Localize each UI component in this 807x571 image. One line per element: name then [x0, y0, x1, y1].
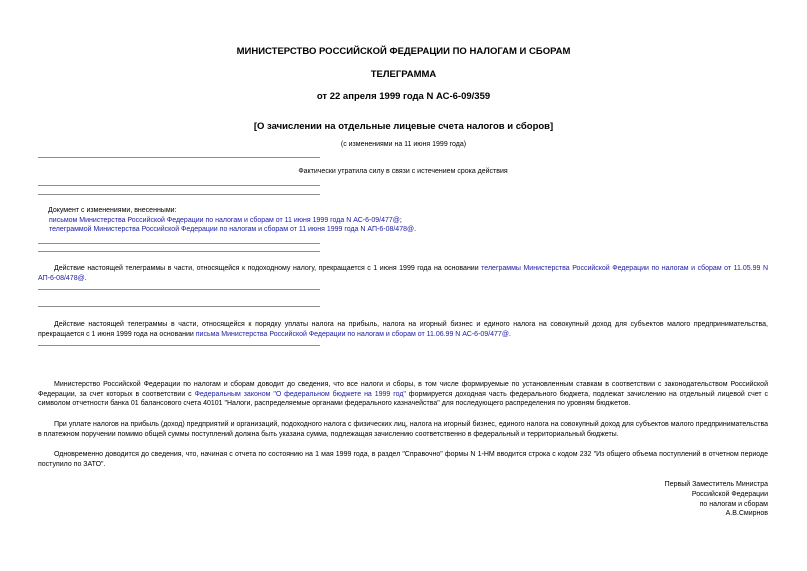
status-note: Фактически утратила силу в связи с истечением срока действия — [298, 168, 508, 175]
note-link[interactable]: телеграммы Министерства Российской Федерации по налогам и сборам от 11.05.99 N АП-6-08/478@ — [38, 265, 768, 282]
divider — [38, 306, 320, 307]
body-paragraph — [38, 380, 768, 409]
body-paragraph: При уплате налогов на прибыль (доход) предприятий и организаций, подоходного налога с физических лиц, налога на игорный бизнес, единого налога на совокупный доход для субъектов малого предпринимательства в платежном поручении помимо общей суммы поступлений должна быть указана сумма, подлежащая зачислению соответственно в федеральный и территориальный бюджеты. — [38, 421, 768, 438]
note-paragraph — [38, 320, 768, 339]
divider — [38, 185, 320, 186]
signature-line: по налогам и сборам — [699, 500, 768, 508]
signature-block — [665, 480, 768, 519]
body-paragraph: Одновременно доводится до сведения, что, начиная с отчета по состоянию на 1 мая 1999 года, в раздел "Справочно" формы N 1-НМ вводится строка с кодом 232 "Из общего объема поступлений в отчетном периоде поступило по ЗАТО". — [38, 451, 768, 468]
note-end: . — [84, 274, 87, 282]
date-number-heading: от 22 апреля 1999 года N АС-6-09/359 — [316, 91, 491, 102]
changes-list — [48, 206, 416, 235]
body-text: Министерство Российской Федерации по налогам и сборам доводит до сведения, что все налоги и сборы, в том числе формируемые по установленным ставкам в соответствии с законодательством Российской Федерации, за счет которых в соответствии с — [38, 381, 768, 398]
separator: . — [414, 226, 417, 233]
divider — [38, 345, 320, 346]
ministry-heading: МИНИСТЕРСТВО РОССИЙСКОЙ ФЕДЕРАЦИИ ПО НАЛОГАМ И СБОРАМ — [236, 46, 571, 57]
signature-line: Российской Федерации — [691, 490, 768, 498]
note-link[interactable]: письма Министерства Российской Федерации по налогам и сборам от 11.06.99 N АС-6-09/477@ — [195, 330, 509, 338]
separator: ; — [399, 216, 402, 224]
note-text: Действие настоящей телеграммы в части, относящейся к порядку уплаты налога на прибыль, налога на игорный бизнес и единого налога на совокупный доход для субъектов малого предпринимательства, прекращается с 1 июня 1999 года на основании — [38, 321, 768, 338]
body-text: формируется доходная часть федерального бюджета, подлежат зачислению на отдельный лицевой счет с символом отчетности банка 01 балансового счета 40101 "Налоги, распределяемые органами федерального казначейства" для последующего распределения по уровням бюджетов. — [38, 390, 768, 408]
document-title: [О зачислении на отдельные лицевые счета налогов и сборов] — [253, 121, 554, 132]
changes-note: (с изменениями на 11 июня 1999 года) — [340, 141, 467, 148]
divider — [38, 194, 320, 195]
divider — [38, 157, 320, 158]
note-paragraph — [38, 264, 768, 283]
list-item — [49, 216, 416, 226]
signature-name: А.В.Смирнов — [725, 510, 768, 518]
list-item — [49, 225, 416, 235]
note-text: Действие настоящей телеграммы в части, относящейся к подоходному налогу, прекращается с 1 июня 1999 года на основании — [54, 265, 482, 272]
change-link-letter[interactable]: письмом Министерства Российской Федерации по налогам и сборам от 11 июня 1999 года N АС-6-09/477@ — [49, 216, 400, 224]
divider — [38, 251, 320, 252]
divider — [38, 243, 320, 244]
signature-line: Первый Заместитель Министра — [664, 481, 768, 488]
changes-intro: Документ с изменениями, внесенными: — [48, 207, 177, 214]
note-end: . — [508, 330, 511, 338]
change-link-telegram[interactable]: телеграммой Министерства Российской Федерации по налогам и сборам от 11 июня 1999 года N АП-6-08/478@ — [49, 226, 415, 233]
law-link[interactable]: Федеральным законом "О федеральном бюджете на 1999 год" — [194, 390, 406, 398]
divider — [38, 289, 320, 290]
doc-type-heading: ТЕЛЕГРАММА — [370, 69, 437, 80]
